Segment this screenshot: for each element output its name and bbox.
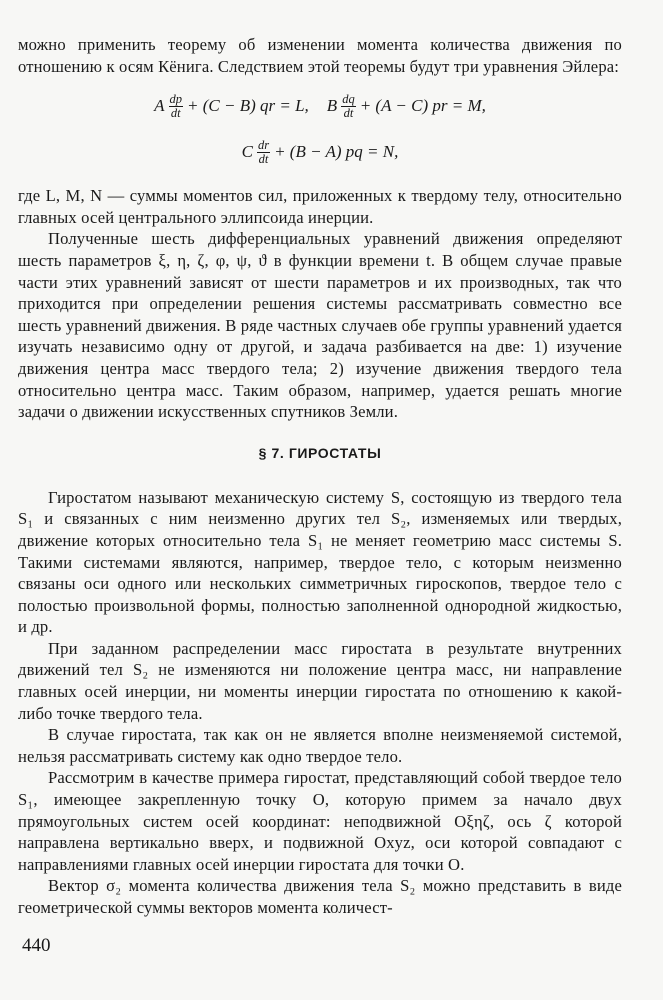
eq2-lead: B xyxy=(326,96,338,116)
eq3-lead: C xyxy=(241,142,253,162)
section-heading: § 7. ГИРОСТАТЫ xyxy=(258,444,382,461)
eq2-fraction xyxy=(341,93,356,120)
eq1-lead: A xyxy=(154,96,165,116)
paragraph-example: Рассмотрим в качестве примера гиростат, представляющий собой твердое тело S₁, имеющее закрепленную точку O, которую примем за начало двух прямоугольных систем осей координат: неподвижной Oξηζ, ось ζ которой направлена вертикально вверх, и подвижной Oxyz, оси которой совпадают с направлениями главных осей инерции гиростата для точки O. xyxy=(18,768,622,874)
page-number: 440 xyxy=(22,935,51,956)
paragraph-gyrostat-definition: Гиростатом называют механическую систему S, состоящую из твердого тела S₁ и связанных с ним неизменно других тел S₂, изменяемых или твердых, движение которых относительно тела S₁ не меняет геометрию масс системы S. Такими системами являются, например, твердое тело, с которым неизменно связаны оси одного или нескольких симметричных гироскопов, твердое тело с полостью произвольной формы, полностью заполненной однородной жидкостью, и др. xyxy=(18,487,622,637)
eq3-rest: + (B − A) pq = N, xyxy=(274,142,399,162)
eq2-rest: + (A − C) pr = M, xyxy=(359,96,486,116)
eq2-denominator: dt xyxy=(343,105,354,120)
eq1-fraction xyxy=(169,93,184,120)
paragraph-vector: Вектор σ₂ момента количества движения тела S₂ можно представить в виде геометрической суммы векторов момента количест- xyxy=(18,876,622,917)
paragraph-after-equations: где L, M, N — суммы моментов сил, приложенных к твердому телу, относительно главных осей центрального эллипсоида инерции. xyxy=(18,186,622,227)
page-body xyxy=(18,34,622,919)
paragraph-six-equations: Полученные шесть дифференциальных уравнений движения определяют шесть параметров ξ, η, ζ, φ, ψ, ϑ в функции времени t. В общем случае правые части этих уравнений зависят от шести параметров и их производных, так что приходится при определении решения системы рассматривать совместно все шесть уравнений движения. В ряде частных случаев обе группы уравнений удается изучать независимо одну от другой, и задача разбивается на две: 1) изучение движения центра масс твердого тела; 2) изучение движения твердого тела относительно центра масс. Таким образом, например, удается решать многие задачи о движении искусственных спутников Земли. xyxy=(18,229,622,422)
eq1-numerator: dp xyxy=(169,91,183,106)
eq1-rest: + (C − B) qr = L, xyxy=(187,96,309,116)
eq3-denominator: dt xyxy=(258,151,269,166)
paragraph-mass-distribution: При заданном распределении масс гиростата в результате внутренних движений тел S₂ не изменяются ни положение центра масс, ни направление главных осей инерции, ни моменты инерции гиростата по отношению к какой-либо точке твердого тела. xyxy=(18,638,622,723)
paragraph-intro: можно применить теорему об изменении момента количества движения по отношению к осям Кёнига. Следствием этой теоремы будут три уравнения Эйлера: xyxy=(18,35,622,76)
euler-equations-row-1 xyxy=(18,83,622,129)
eq3-numerator: dr xyxy=(257,137,270,152)
paragraph-not-rigid: В случае гиростата, так как он не является вполне неизменяемой системой, нельзя рассматривать систему как одно твердое тело. xyxy=(18,725,622,766)
eq3-fraction xyxy=(257,139,270,166)
euler-equations-row-2 xyxy=(18,129,622,175)
eq1-denominator: dt xyxy=(170,105,181,120)
eq2-numerator: dq xyxy=(342,91,355,106)
